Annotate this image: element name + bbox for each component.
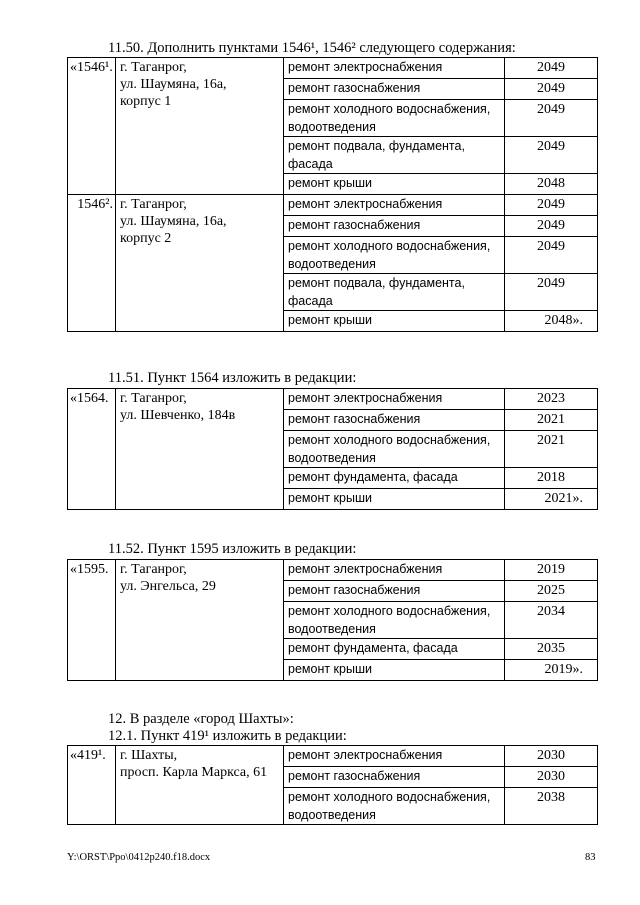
entry-address: г. Таганрог, ул. Энгельса, 29 bbox=[116, 560, 284, 681]
repair-year: 2021 bbox=[505, 410, 598, 431]
repair-year: 2049 bbox=[505, 58, 598, 79]
repair-year: 2049 bbox=[505, 195, 598, 216]
table-row bbox=[68, 195, 598, 216]
repair-year: 2023 bbox=[505, 389, 598, 410]
footer-file-path: Y:\ORST\Ppo\0412p240.f18.docx bbox=[67, 852, 211, 863]
footer-page-number: 83 bbox=[585, 852, 596, 863]
repair-year: 2048». bbox=[505, 311, 598, 332]
repair-work-type: ремонт фундамента, фасада bbox=[284, 639, 505, 660]
repair-work-type: ремонт электроснабжения bbox=[284, 746, 505, 767]
repair-work-type: ремонт холодного водоснабжения, водоотведения bbox=[284, 431, 505, 468]
repair-work-type: ремонт газоснабжения bbox=[284, 79, 505, 100]
table-row bbox=[68, 58, 598, 79]
repair-work-type: ремонт подвала, фундамента, фасада bbox=[284, 274, 505, 311]
table-11-51 bbox=[67, 388, 598, 510]
repair-work-type: ремонт газоснабжения bbox=[284, 767, 505, 788]
repair-year: 2030 bbox=[505, 767, 598, 788]
repair-year: 2025 bbox=[505, 581, 598, 602]
repair-work-type: ремонт газоснабжения bbox=[284, 216, 505, 237]
heading-12-1: 12.1. Пункт 419¹ изложить в редакции: bbox=[108, 728, 347, 744]
repair-work-type: ремонт крыши bbox=[284, 311, 505, 332]
repair-year: 2019 bbox=[505, 560, 598, 581]
entry-number: 1546². bbox=[68, 195, 116, 332]
repair-work-type: ремонт холодного водоснабжения, водоотведения bbox=[284, 237, 505, 274]
table-12-1 bbox=[67, 745, 598, 825]
table-11-52 bbox=[67, 559, 598, 681]
repair-work-type: ремонт фундамента, фасада bbox=[284, 468, 505, 489]
repair-year: 2030 bbox=[505, 746, 598, 767]
entry-address: г. Шахты, просп. Карла Маркса, 61 bbox=[116, 746, 284, 825]
repair-work-type: ремонт электроснабжения bbox=[284, 389, 505, 410]
repair-work-type: ремонт электроснабжения bbox=[284, 58, 505, 79]
repair-work-type: ремонт крыши bbox=[284, 660, 505, 681]
entry-address: г. Таганрог, ул. Шаумяна, 16а, корпус 2 bbox=[116, 195, 284, 332]
repair-year: 2049 bbox=[505, 216, 598, 237]
repair-year: 2035 bbox=[505, 639, 598, 660]
repair-year: 2049 bbox=[505, 237, 598, 274]
repair-work-type: ремонт крыши bbox=[284, 489, 505, 510]
repair-work-type: ремонт крыши bbox=[284, 174, 505, 195]
repair-work-type: ремонт электроснабжения bbox=[284, 195, 505, 216]
repair-work-type: ремонт холодного водоснабжения, водоотведения bbox=[284, 602, 505, 639]
repair-year: 2021». bbox=[505, 489, 598, 510]
repair-year: 2034 bbox=[505, 602, 598, 639]
table-row bbox=[68, 746, 598, 767]
entry-address: г. Таганрог, ул. Шевченко, 184в bbox=[116, 389, 284, 510]
entry-number: «1564. bbox=[68, 389, 116, 510]
heading-12: 12. В разделе «город Шахты»: bbox=[108, 711, 294, 727]
repair-year: 2049 bbox=[505, 79, 598, 100]
repair-work-type: ремонт холодного водоснабжения, водоотведения bbox=[284, 788, 505, 825]
repair-work-type: ремонт подвала, фундамента, фасада bbox=[284, 137, 505, 174]
heading-11-52: 11.52. Пункт 1595 изложить в редакции: bbox=[108, 541, 357, 557]
heading-11-51: 11.51. Пункт 1564 изложить в редакции: bbox=[108, 370, 357, 386]
entry-number: «1595. bbox=[68, 560, 116, 681]
repair-year: 2038 bbox=[505, 788, 598, 825]
heading-11-50: 11.50. Дополнить пунктами 1546¹, 1546² следующего содержания: bbox=[108, 40, 516, 56]
entry-number: «1546¹. bbox=[68, 58, 116, 195]
repair-year: 2018 bbox=[505, 468, 598, 489]
repair-year: 2048 bbox=[505, 174, 598, 195]
repair-work-type: ремонт газоснабжения bbox=[284, 581, 505, 602]
repair-work-type: ремонт газоснабжения bbox=[284, 410, 505, 431]
repair-year: 2049 bbox=[505, 100, 598, 137]
table-row bbox=[68, 389, 598, 410]
repair-year: 2049 bbox=[505, 274, 598, 311]
repair-year: 2049 bbox=[505, 137, 598, 174]
entry-number: «419¹. bbox=[68, 746, 116, 825]
repair-year: 2021 bbox=[505, 431, 598, 468]
table-row bbox=[68, 560, 598, 581]
table-11-50 bbox=[67, 57, 598, 332]
repair-work-type: ремонт электроснабжения bbox=[284, 560, 505, 581]
repair-work-type: ремонт холодного водоснабжения, водоотведения bbox=[284, 100, 505, 137]
repair-year: 2019». bbox=[505, 660, 598, 681]
entry-address: г. Таганрог, ул. Шаумяна, 16а, корпус 1 bbox=[116, 58, 284, 195]
